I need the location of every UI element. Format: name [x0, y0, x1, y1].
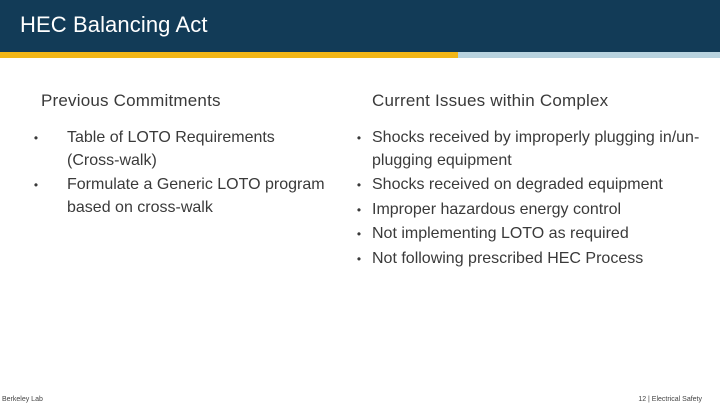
list-item	[352, 248, 702, 271]
accent-stripe-light	[458, 52, 720, 58]
list-item-text: Not implementing LOTO as required	[372, 225, 629, 242]
list-item	[29, 174, 329, 219]
list-item	[352, 223, 702, 246]
list-item	[352, 199, 702, 222]
right-column-heading: Current Issues within Complex	[372, 91, 609, 110]
list-item	[352, 127, 702, 172]
list-item-text: Table of LOTO Requirements (Cross-walk)	[67, 129, 275, 169]
left-bullet-list	[29, 127, 329, 221]
list-item-text: Formulate a Generic LOTO program based on cross-walk	[67, 176, 325, 216]
bullet-icon: •	[356, 178, 362, 192]
list-item-text: Not following prescribed HEC Process	[372, 249, 644, 267]
accent-stripe-yellow	[0, 52, 458, 58]
footer-page-label: 12 | Electrical Safety	[638, 396, 702, 403]
slide-title: HEC Balancing Act	[20, 12, 208, 37]
bullet-icon: •	[33, 131, 39, 145]
list-item-text: Improper hazardous energy control	[372, 200, 622, 218]
left-column-heading: Previous Commitments	[41, 91, 221, 110]
bullet-icon: •	[356, 227, 362, 241]
list-item	[29, 127, 329, 172]
bullet-icon: •	[33, 178, 39, 192]
bullet-icon: •	[356, 202, 362, 217]
right-bullet-list	[352, 127, 702, 272]
list-item	[352, 174, 702, 197]
bullet-icon: •	[356, 131, 362, 145]
list-item-text: Shocks received on degraded equipment	[372, 176, 663, 193]
title-bar	[0, 0, 720, 52]
bullet-icon: •	[356, 251, 362, 266]
list-item-text: Shocks received by improperly plugging in/un-plugging equipment	[372, 129, 700, 169]
footer-org-label: Berkeley Lab	[2, 396, 43, 403]
